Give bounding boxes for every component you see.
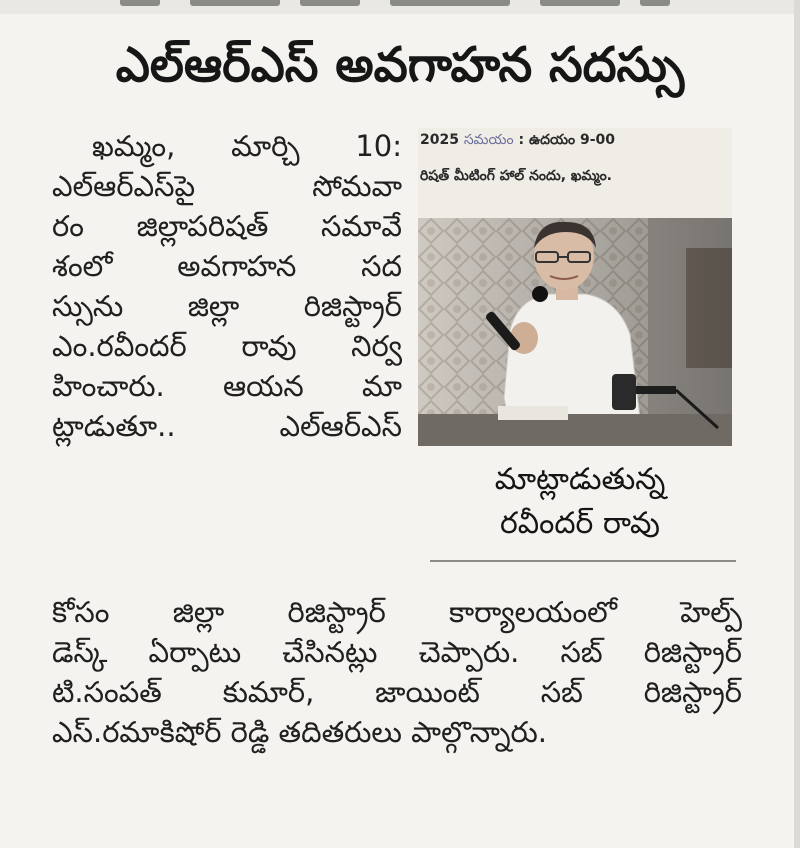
body-line: శంలో అవగాహన సద <box>52 249 402 283</box>
body-line: స్సును జిల్లా రిజిస్ట్రార్‌ <box>52 289 402 323</box>
body-line: ట్లాడుతూ.. ఎల్‌ఆర్‌ఎస్‌ <box>52 409 402 443</box>
banner-venue: రిషత్‌ మీటింగ్‌ హాల్‌ నందు, ఖమ్మం. <box>420 168 613 184</box>
body-line: ఖమ్మం, మార్చి 10: <box>92 129 402 163</box>
body-line: కోసం జిల్లా రిజిస్ట్రార్‌ కార్యాలయంలో హెల్ప్‌ <box>52 595 742 629</box>
body-line: ఎస్‌.రమాకిషోర్‌ రెడ్డి తదితరులు పాల్గొన్నారు. <box>52 715 547 749</box>
article-body-left-column <box>52 126 402 446</box>
photo-caption <box>430 458 730 546</box>
body-line: డెస్క్‌ ఏర్పాటు చేసినట్లు చెప్పారు. సబ్‌ రిజిస్ట్రార్‌ <box>52 635 742 669</box>
previous-article-strip <box>0 0 800 14</box>
speaker-photo <box>418 218 732 446</box>
body-line: హించారు. ఆయన మా <box>52 369 402 403</box>
body-line: ఎల్‌ఆర్‌ఎస్‌పై సోమవా <box>52 169 402 203</box>
caption-line: మాట్లాడుతున్న <box>494 462 666 497</box>
caption-divider <box>430 560 736 562</box>
article-body-full-width <box>52 592 742 752</box>
photo-backdrop-banner <box>418 128 732 218</box>
news-photo <box>418 128 732 446</box>
body-line: రం జిల్లాపరిషత్‌ సమావే <box>52 209 402 243</box>
body-line: టి.సంపత్‌ కుమార్‌, జాయింట్‌ సబ్‌ రిజిస్ట్రార్‌ <box>52 675 742 709</box>
banner-year: 2025 <box>420 132 459 148</box>
banner-time-label: సమయం <box>463 132 514 148</box>
body-line: ఎం.రవీందర్‌ రావు నిర్వ <box>52 329 402 363</box>
headline: ఎల్‌ఆర్‌ఎస్‌ అవగాహన సదస్సు <box>115 37 685 93</box>
banner-time-value: : ఉదయం 9-00 <box>518 132 616 148</box>
page-edge <box>794 0 800 848</box>
caption-line: రవీందర్‌ రావు <box>500 506 660 541</box>
